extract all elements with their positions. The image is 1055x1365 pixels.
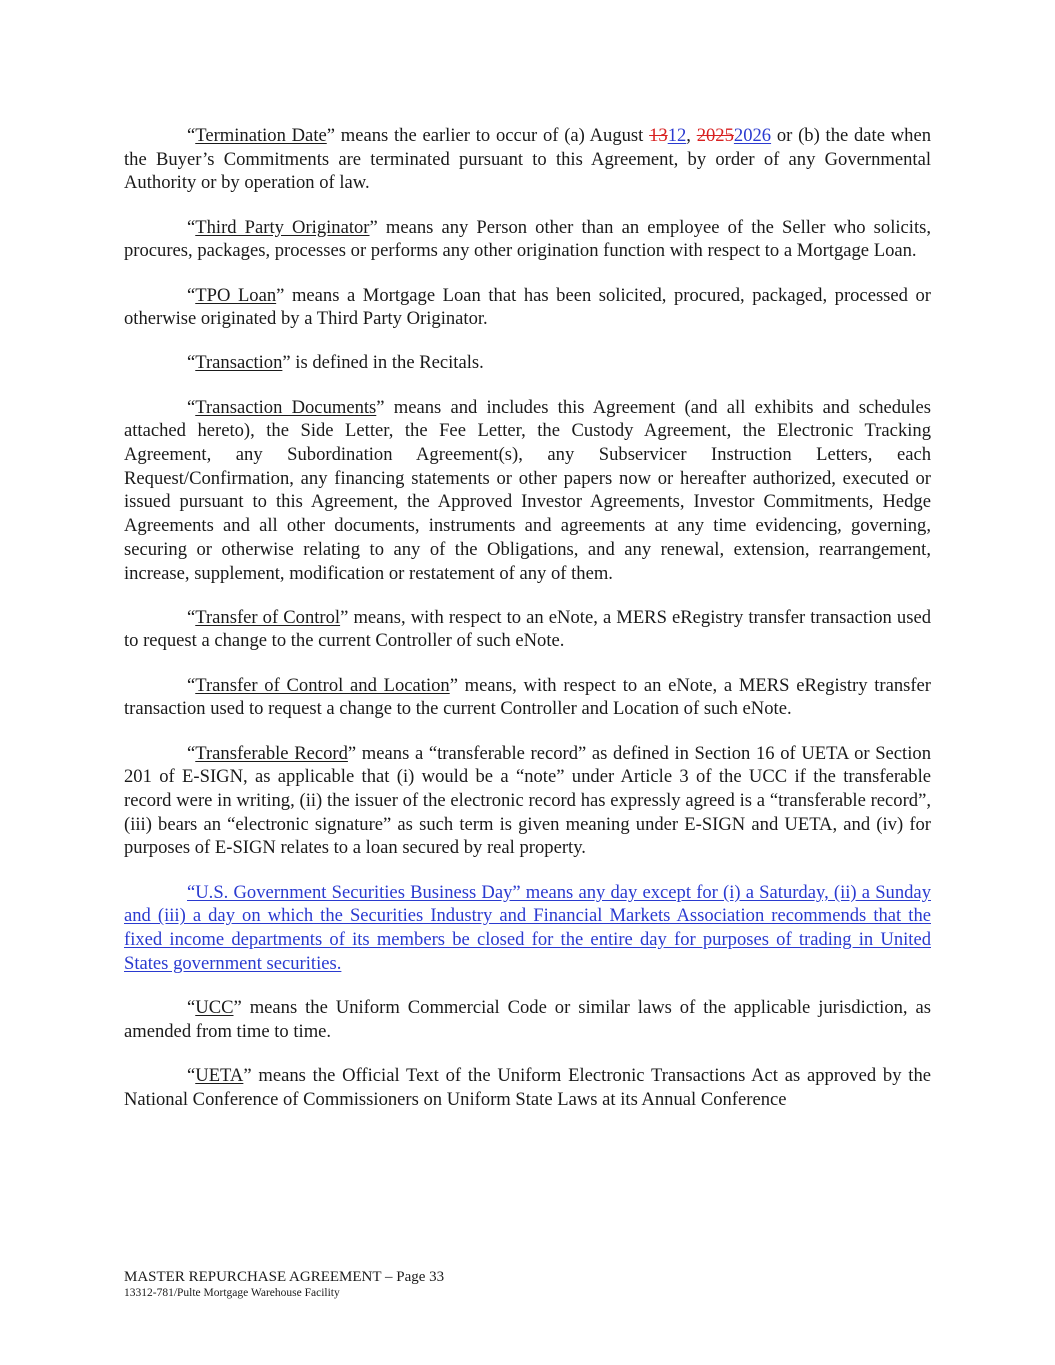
defined-term: TPO Loan [195,284,277,306]
definition-text: ” means, with respect to an eNote, a MERS eRegistry transfer transaction used to request a change to the current Controller and Location of such eNote. [124,674,931,720]
definition-text: ” means the Official Text of the Uniform Electronic Transactions Act as approved by the National Conference of Commissioners on Uniform State Laws at its Annual Conference [124,1064,931,1110]
definition-text: ” is defined in the Recitals. [282,352,484,374]
definition-paragraph [124,674,931,721]
deleted-text: 2025 [696,125,734,146]
definition-paragraph [124,124,931,195]
definition-text: ” means a Mortgage Loan that has been solicited, procured, packaged, processed or otherwise originated by a Third Party Originator. [124,284,931,330]
definition-text: ” means any Person other than an employee of the Seller who solicits, procures, packages, processes or performs any other origination function with respect to a Mortgage Loan. [124,216,931,262]
defined-term: Transaction Documents [195,396,377,418]
defined-term: Transferable Record [195,742,348,764]
definition-text: “ [187,674,196,696]
footer-title: MASTER REPURCHASE AGREEMENT – Page 33 [124,1269,445,1285]
definition-text: ” means, with respect to an eNote, a MERS eRegistry transfer transaction used to request a change to the current Controller of such eNote. [124,606,932,652]
definition-text: “ [187,125,196,146]
definition-text: “ [187,352,196,374]
definition-paragraph [124,396,931,586]
definition-text: ” means the Uniform Commercial Code or similar laws of the applicable jurisdiction, as amended from time to time. [124,996,931,1042]
definition-paragraph [124,216,931,263]
definition-paragraph [124,742,931,861]
definition-text: ” means the earlier to occur of (a) August [326,125,650,146]
defined-term: UCC [195,996,234,1018]
defined-term: UETA [195,1064,244,1086]
page-footer [124,1268,444,1300]
definition-text: “ [187,996,196,1018]
defined-term: Termination Date [195,125,327,146]
definition-text: ” means a “transferable record” as defined in Section 16 of UETA or Section 201 of E-SIGN, as applicable that (i) would be a “note” under Article 3 of the UCC if the transferable record were in writing, (ii) the issuer of the electronic record has expressly agreed is a “transferable record”, (iii) bears an “electronic signature” as such term is given meaning under E-SIGN and UETA, and (iv) for purposes of E-SIGN relates to a loan secured by real property. [124,742,931,859]
definition-text: “ [187,396,196,418]
definitions-body [124,124,931,1111]
definition-paragraph [124,606,931,653]
defined-term: Transfer of Control and Location [195,674,450,696]
definition-text: “ [187,742,196,764]
inserted-definition-paragraph [124,881,931,976]
definition-text: , [686,125,697,146]
definition-text: “ [187,284,196,306]
definition-text: “U.S. Government Securities Business Day” means any day except for (i) a Saturday, (ii) a Sunday and (iii) a day on which the Securities Industry and Financial Markets Association recommends that the fixed income departments of its members be closed for the entire day for purposes of trading in United States government securities. [124,881,931,974]
definition-text: ” means and includes this Agreement (and all exhibits and schedules attached hereto), the Side Letter, the Fee Letter, the Custody Agreement, the Electronic Tracking Agreement, any Subordination Agreement(s), any Subservicer Instruction Letters, each Request/Confirmation, any financing statements or other papers now or hereafter authorized, executed or issued pursuant to this Agreement, the Approved Investor Agreements, Investor Commitments, Hedge Agreements and all other documents, instruments and agreements at any time evidencing, governing, securing or otherwise relating to any of the Obligations, and any renewal, extension, rearrangement, increase, supplement, modification or restatement of any of them. [124,396,931,584]
footer-reference: 13312-781/Pulte Mortgage Warehouse Facility [124,1287,340,1299]
definition-paragraph [124,351,931,375]
definition-text: or (b) the date when the Buyer’s Commitments are terminated pursuant to this Agreement, by order of any Governmental Authority or by operation of law. [124,125,932,194]
definition-text: “ [187,1064,196,1086]
defined-term: Transaction [195,352,283,374]
definition-paragraph [124,1064,931,1111]
inserted-text: 12 [667,125,687,146]
definition-text: “ [187,606,196,628]
inserted-text: 2026 [733,125,772,146]
defined-term: Transfer of Control [195,606,341,628]
defined-term: Third Party Originator [195,216,370,238]
definition-paragraph [124,996,931,1043]
deleted-text: 13 [649,125,668,146]
definition-paragraph [124,284,931,331]
definition-text: “ [187,216,196,238]
